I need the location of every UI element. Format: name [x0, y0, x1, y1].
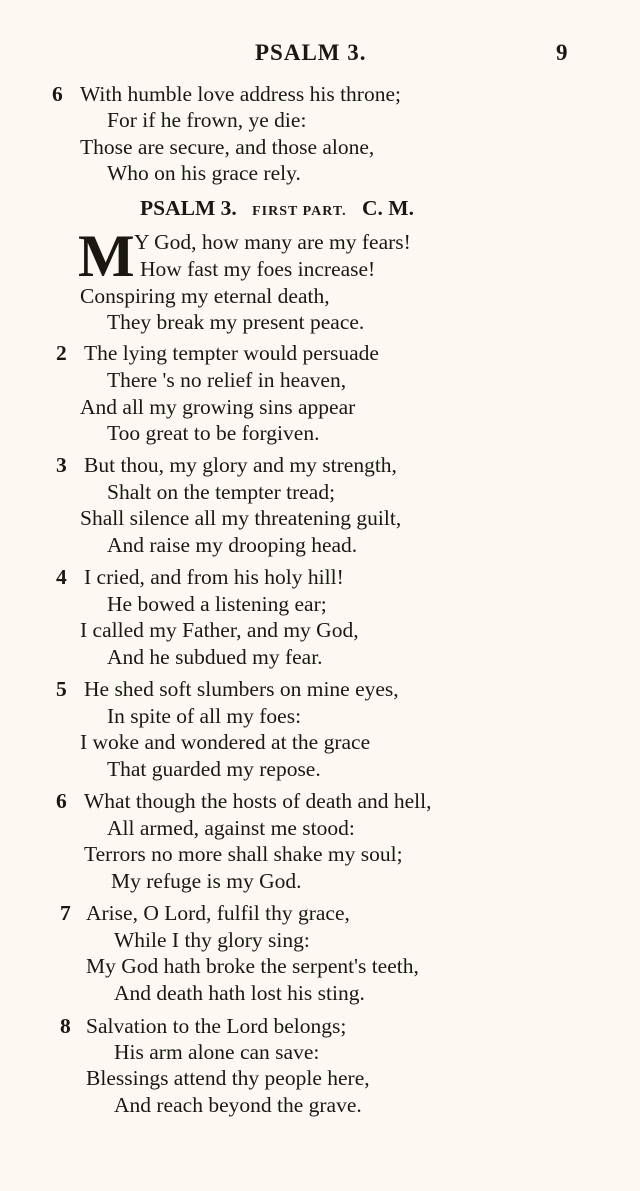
stanza-line: All armed, against me stood: [107, 816, 355, 840]
stanza-line: He shed soft slumbers on mine eyes, [84, 677, 399, 701]
stanza-line: I woke and wondered at the grace [80, 730, 371, 754]
stanza-line: And death hath lost his sting. [114, 981, 365, 1005]
stanza-line: Salvation to the Lord belongs; [86, 1014, 347, 1038]
stanza-line: While I thy glory sing: [114, 928, 310, 952]
stanza-line: But thou, my glory and my strength, [84, 453, 397, 477]
stanza-line: Who on his grace rely. [107, 161, 301, 185]
stanza-line: With humble love address his throne; [80, 82, 401, 106]
stanza-line: Shalt on the tempter tread; [107, 480, 336, 504]
stanza-line: And raise my drooping head. [107, 533, 358, 557]
psalm-meter: C. M. [362, 196, 414, 220]
stanza-number: 2 [56, 341, 67, 365]
stanza-line: My refuge is my God. [111, 869, 302, 893]
psalm-number: PSALM 3. [140, 196, 237, 220]
psalm-part: FIRST PART. [252, 204, 347, 219]
page-header [0, 40, 640, 70]
stanza-line: That guarded my repose. [107, 757, 321, 781]
stanza-line: Too great to be forgiven. [107, 421, 320, 445]
stanza-line: For if he frown, ye die: [107, 108, 307, 132]
stanza-line: Y God, how many are my fears! [134, 230, 411, 254]
stanza-line: Shall silence all my threatening guilt, [80, 506, 402, 530]
stanza-line: Conspiring my eternal death, [80, 284, 330, 308]
stanza-line: He bowed a listening ear; [107, 592, 327, 616]
stanza-line: I cried, and from his holy hill! [84, 565, 344, 589]
stanza-line: Blessings attend thy people here, [86, 1066, 370, 1090]
stanza-line: The lying tempter would persuade [84, 341, 379, 365]
stanza-number: 8 [60, 1014, 71, 1038]
stanza-line: Those are secure, and those alone, [80, 135, 375, 159]
stanza-line: They break my present peace. [107, 310, 365, 334]
stanza-number: 3 [56, 453, 67, 477]
stanza-line: His arm alone can save: [114, 1040, 320, 1064]
stanza-line: And all my growing sins appear [80, 395, 356, 419]
page-number: 9 [556, 40, 568, 65]
stanza-line: How fast my foes increase! [140, 257, 376, 281]
stanza-line: My God hath broke the serpent's teeth, [86, 954, 419, 978]
stanza-line: I called my Father, and my God, [80, 618, 359, 642]
stanza-line: Terrors no more shall shake my soul; [84, 842, 403, 866]
stanza-number: 4 [56, 565, 67, 589]
stanza-number: 5 [56, 677, 67, 701]
stanza-line: Arise, O Lord, fulfil thy grace, [86, 901, 350, 925]
stanza-line: What though the hosts of death and hell, [84, 789, 432, 813]
stanza-number: 6 [56, 789, 67, 813]
stanza-number: 7 [60, 901, 71, 925]
stanza-number: 6 [52, 82, 63, 106]
running-head: PSALM 3. [255, 40, 367, 65]
drop-cap: M [78, 223, 135, 289]
stanza-line: And he subdued my fear. [107, 645, 323, 669]
stanza-line: In spite of all my foes: [107, 704, 302, 728]
stanza-line: There 's no relief in heaven, [107, 368, 347, 392]
stanza-line: And reach beyond the grave. [114, 1093, 362, 1117]
psalm-title [140, 196, 414, 221]
